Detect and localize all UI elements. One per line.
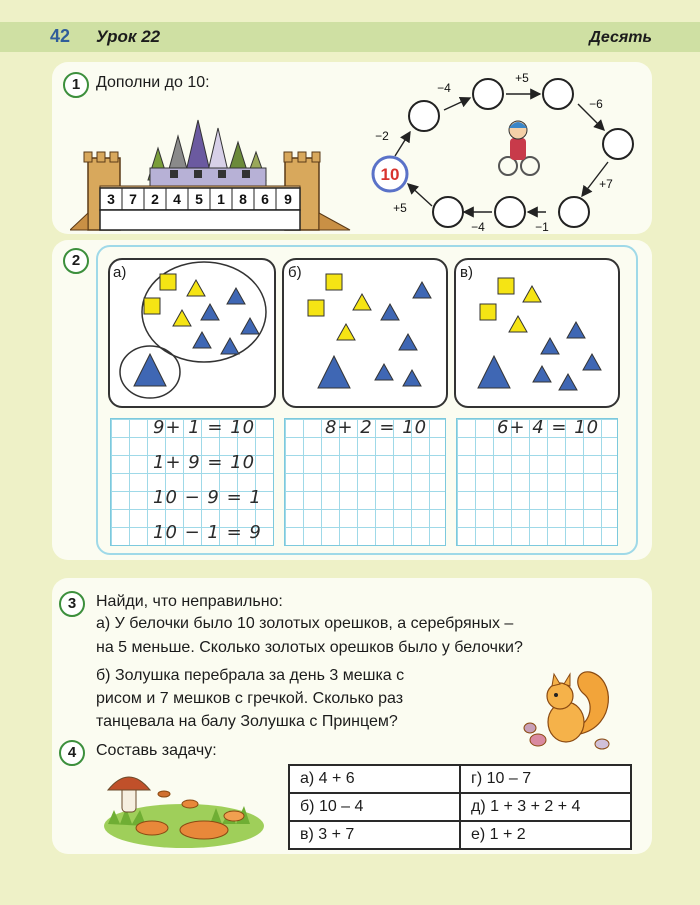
cycle-op: −6 xyxy=(589,97,603,111)
task3-b-line3: танцевала на балу Золушка с Принцем? xyxy=(96,713,398,730)
equation-a-3: 10 − 9 = 1 xyxy=(153,487,262,508)
mushroom-meadow-illustration xyxy=(100,764,264,850)
castle-digit: 9 xyxy=(284,191,292,207)
expression-cell: г) 10 – 7 xyxy=(460,765,631,793)
cycle-op: −2 xyxy=(375,129,389,143)
task3-number: 3 xyxy=(59,591,85,617)
panel-b-label: б) xyxy=(288,264,302,281)
table-row xyxy=(289,765,631,793)
cyclist-illustration xyxy=(499,121,539,175)
table-row xyxy=(289,793,631,821)
castle-digit: 6 xyxy=(261,191,269,207)
castle-digit: 7 xyxy=(129,191,137,207)
task4-prompt: Составь задачу: xyxy=(96,742,217,759)
task4-number: 4 xyxy=(59,740,85,766)
castle-digit: 8 xyxy=(239,191,247,207)
expression-cell: в) 3 + 7 xyxy=(289,821,460,849)
expression-cell: е) 1 + 2 xyxy=(460,821,631,849)
expression-cell: б) 10 – 4 xyxy=(289,793,460,821)
task3-prompt: Найди, что неправильно: xyxy=(96,593,283,610)
lesson-title: Урок 22 xyxy=(96,27,161,46)
equation-c-1: 6+ 4 = 10 xyxy=(497,417,600,438)
number-cycle-diagram xyxy=(360,66,650,234)
task1-prompt: Дополни до 10: xyxy=(96,74,210,91)
topic-title: Десять xyxy=(589,29,652,46)
cycle-op: +5 xyxy=(515,71,529,85)
castle-digit: 3 xyxy=(107,191,115,207)
panel-c-label: в) xyxy=(460,264,473,281)
castle-digit: 5 xyxy=(195,191,203,207)
expression-cell: а) 4 + 6 xyxy=(289,765,460,793)
squirrel-illustration xyxy=(518,664,618,750)
expression-cell: д) 1 + 3 + 2 + 4 xyxy=(460,793,631,821)
equation-b-1: 8+ 2 = 10 xyxy=(325,417,428,438)
task4-expression-table xyxy=(288,764,632,850)
task2-number: 2 xyxy=(63,248,89,274)
table-row xyxy=(289,821,631,849)
cycle-op: −1 xyxy=(535,220,549,234)
panel-a-shapes xyxy=(108,258,276,406)
equation-a-4: 10 − 1 = 9 xyxy=(153,522,262,543)
task3-a-line2: на 5 меньше. Сколько золотых орешков было у белочки? xyxy=(96,639,523,656)
task3-b-line1: б) Золушка перебрала за день 3 мешка с xyxy=(96,667,405,684)
panel-b-shapes xyxy=(282,258,446,406)
panel-c-shapes xyxy=(454,258,618,406)
task3-a-line1: а) У белочки было 10 золотых орешков, а серебряных – xyxy=(96,615,514,632)
equation-a-1: 9+ 1 = 10 xyxy=(153,417,256,438)
task1-number: 1 xyxy=(63,72,89,98)
castle-digit: 1 xyxy=(217,191,225,207)
page-number: 42 xyxy=(50,26,71,46)
cycle-start-value: 10 xyxy=(380,165,400,184)
cycle-op: +7 xyxy=(599,177,613,191)
cycle-op: +5 xyxy=(393,201,407,215)
cycle-op: −4 xyxy=(471,220,485,234)
castle-illustration xyxy=(70,108,360,233)
equation-a-2: 1+ 9 = 10 xyxy=(153,452,256,473)
castle-digit: 4 xyxy=(173,191,181,207)
castle-digit: 2 xyxy=(151,191,159,207)
panel-a-label: а) xyxy=(113,264,127,281)
task3-b-line2: рисом и 7 мешков с гречкой. Сколько раз xyxy=(96,690,404,707)
cycle-op: −4 xyxy=(437,81,451,95)
